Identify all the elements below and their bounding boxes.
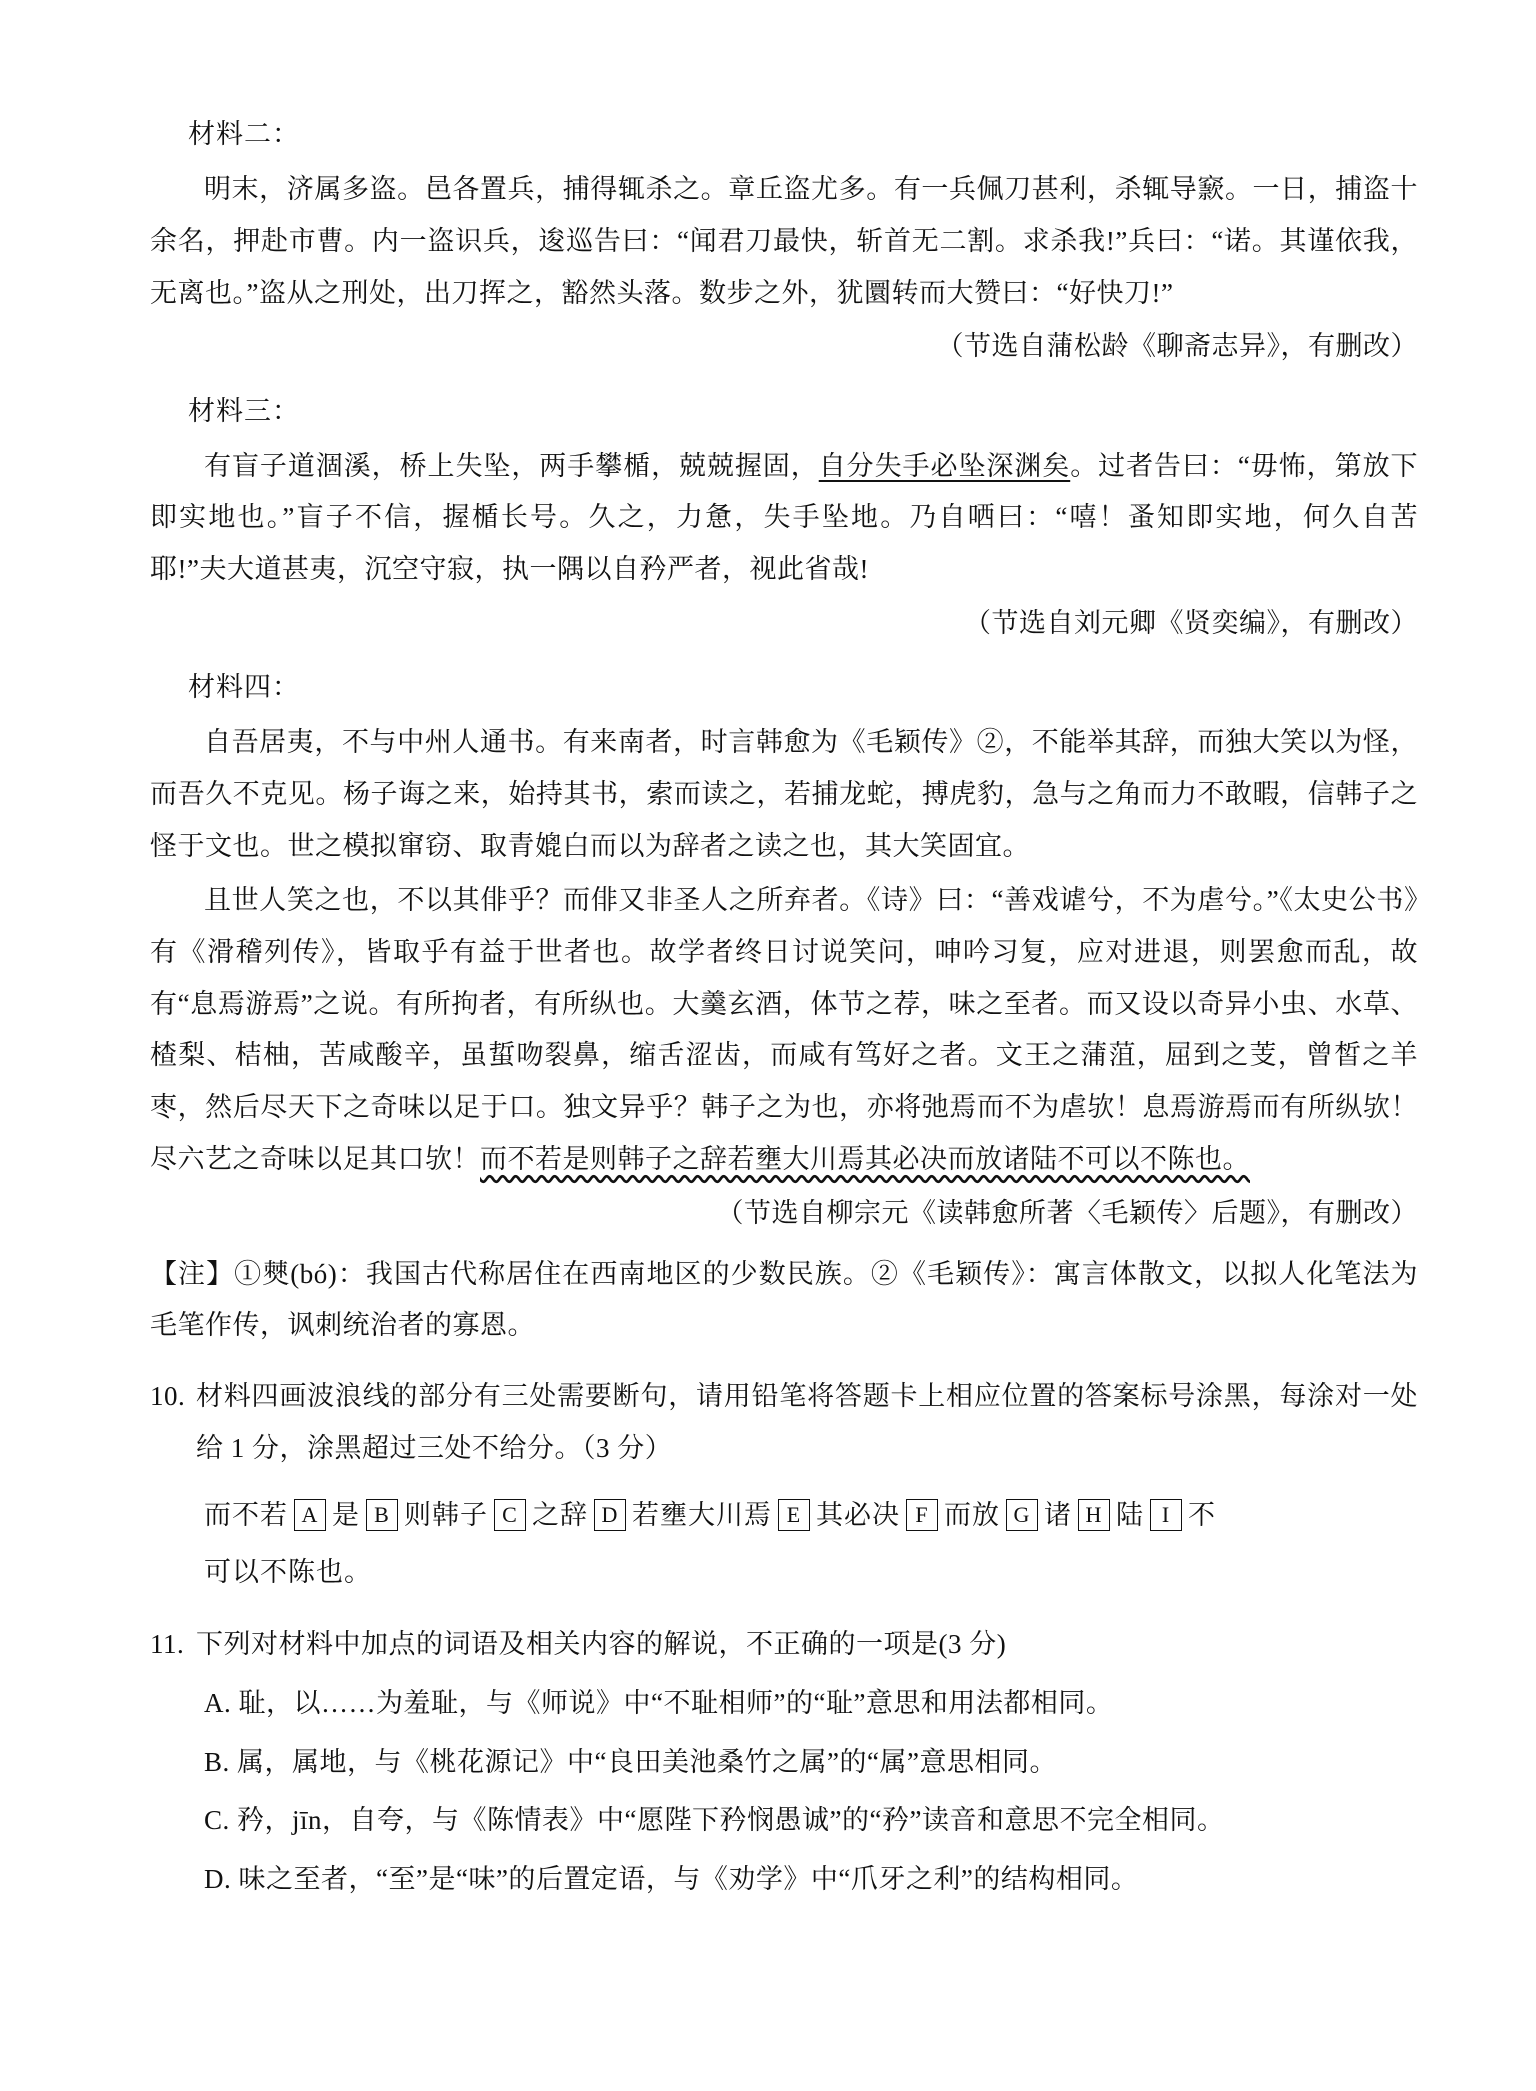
segment-text: 而放 bbox=[944, 1500, 1000, 1530]
answer-box-a[interactable]: A bbox=[294, 1499, 326, 1531]
material-label-3: 材料三： bbox=[188, 395, 300, 426]
material-paragraph: 明末，济属多盗。邑各置兵，捕得辄杀之。章丘盗尤多。有一兵佩刀甚利，杀辄导窾。一日，捕盗十余名，押赴市曹。内一盗识兵，逡巡告曰：“闻君刀最快，斩首无二割。求杀我!”兵曰：“诺。其谨依我，无离也。”盗从之刑处，出刀挥之，豁然头落。数步之外，犹圜转而大赞曰：“好快刀!” bbox=[150, 173, 1418, 308]
segment-text: 是 bbox=[332, 1500, 360, 1530]
material-source-4: （节选自柳宗元《读韩愈所著〈毛颖传〉后题》，有删改） bbox=[716, 1197, 1418, 1228]
question-10-number: 10. bbox=[150, 1380, 186, 1411]
underlined-clause: 自分失手必坠深渊矣 bbox=[818, 450, 1071, 481]
question-10 bbox=[150, 1370, 1418, 1475]
question-11 bbox=[150, 1618, 1418, 1671]
segment-text: 诸 bbox=[1044, 1500, 1072, 1530]
material-source-3: （节选自刘元卿《贤奕编》，有删改） bbox=[964, 608, 1418, 639]
question-10-segmentation-tail: 可以不陈也。 bbox=[204, 1556, 372, 1587]
material-label-2: 材料二： bbox=[188, 119, 300, 149]
material-paragraph: 自吾居夷，不与中州人通书。有来南者，时言韩愈为《毛颖传》②，不能举其辞，而独大笑以为怪，而吾久不克见。杨子诲之来，始持其书，索而读之，若捕龙蛇，搏虎豹，急与之角而力不敢暇，信韩子之怪于文也。世之模拟窜窃、取青媲白而以为辞者之读之也，其大笑固宜。 bbox=[150, 727, 1418, 862]
answer-box-c[interactable]: C bbox=[494, 1499, 526, 1531]
question-11-options bbox=[150, 1677, 1418, 1906]
question-11-number: 11. bbox=[150, 1629, 185, 1660]
footnote-text: ①僰(bó)：我国古代称居住在西南地区的少数民族。②《毛颖传》：寓言体散文，以拟人化笔法为毛笔作传，讽刺统治者的寡恩。 bbox=[150, 1259, 1418, 1341]
answer-box-h[interactable]: H bbox=[1078, 1499, 1110, 1531]
segment-text: 陆 bbox=[1116, 1500, 1144, 1530]
answer-box-f[interactable]: F bbox=[906, 1499, 938, 1531]
segment-text: 之辞 bbox=[532, 1500, 588, 1530]
segment-text: 则韩子 bbox=[404, 1500, 488, 1530]
material-paragraph: 有盲子道涸溪，桥上失坠，两手攀楯，兢兢握固，自分失手必坠深渊矣。过者告曰：“毋怖，第放下即实地也。”盲子不信，握楯长号。久之，力惫，失手坠地。乃自哂曰：“嘻！蚤知即实地，何久自苦耶!”夫大道甚夷，沉空守寂，执一隅以自矜严者，视此省哉! bbox=[150, 450, 1419, 585]
question-10-segmentation-line[interactable] bbox=[204, 1487, 1418, 1544]
segment-text: 其必决 bbox=[816, 1500, 900, 1530]
footnote bbox=[150, 1249, 1418, 1352]
material-block-3 bbox=[150, 387, 1418, 650]
option-a[interactable]: A. 耻，以……为羞耻，与《师说》中“不耻相师”的“耻”意思和用法都相同。 bbox=[204, 1688, 1114, 1719]
option-d[interactable]: D. 味之至者，“至”是“味”的后置定语，与《劝学》中“爪牙之利”的结构相同。 bbox=[204, 1863, 1139, 1894]
segment-text: 而不若 bbox=[204, 1500, 288, 1530]
material-label-4: 材料四： bbox=[188, 672, 300, 703]
question-10-text: 材料四画波浪线的部分有三处需要断句，请用铅笔将答题卡上相应位置的答案标号涂黑，每涂对一处给 1 分，涂黑超过三处不给分。（3 分） bbox=[196, 1380, 1418, 1464]
option-c[interactable]: C. 矜，jīn，自夸，与《陈情表》中“愿陛下矜悯愚诚”的“矜”读音和意思不完全相同。 bbox=[204, 1805, 1225, 1836]
question-11-text: 下列对材料中加点的词语及相关内容的解说，不正确的一项是(3 分) bbox=[196, 1629, 1007, 1660]
wavy-underlined-clause: 而不若是则韩子之辞若壅大川焉其必决而放诸陆不可以不陈也。 bbox=[480, 1144, 1250, 1174]
footnote-prefix: 【注】 bbox=[150, 1259, 235, 1290]
segment-text: 不 bbox=[1188, 1500, 1216, 1530]
segment-text: 若壅大川焉 bbox=[632, 1500, 772, 1530]
answer-box-d[interactable]: D bbox=[594, 1499, 626, 1531]
material-block-2 bbox=[150, 110, 1418, 373]
answer-box-b[interactable]: B bbox=[366, 1499, 398, 1531]
material-paragraph: 且世人笑之也，不以其俳乎？而俳又非圣人之所弃者。《诗》曰：“善戏谑兮，不为虐兮。”《太史公书》有《滑稽列传》，皆取乎有益于世者也。故学者终日讨说笑问，呻吟习复，应对进退，则罢愈而乱，故有“息焉游焉”之说。有所拘者，有所纵也。大羹玄酒，体节之荐，味之至者。而又设以奇异小虫、水草、楂梨、桔柚，苦咸酸辛，虽蜇吻裂鼻，缩舌涩齿，而咸有笃好之者。文王之蒲菹，屈到之芰，曾皙之羊枣，然后尽天下之奇味以足于口。独文异乎？韩子之为也，亦将弛焉而不为虐欤！息焉游焉而有所纵欤！尽六艺之奇味以足其口欤！而不若是则韩子之辞若壅大川焉其必决而放诸陆不可以不陈也。 bbox=[150, 884, 1418, 1174]
option-b[interactable]: B. 属，属地，与《桃花源记》中“良田美池桑竹之属”的“属”意思相同。 bbox=[204, 1746, 1057, 1777]
material-block-4 bbox=[150, 663, 1418, 1239]
answer-box-i[interactable]: I bbox=[1150, 1499, 1182, 1531]
material-source-2: （节选自蒲松龄《聊斋志异》，有删改） bbox=[936, 331, 1418, 362]
answer-box-g[interactable]: G bbox=[1006, 1499, 1038, 1531]
answer-box-e[interactable]: E bbox=[778, 1499, 810, 1531]
